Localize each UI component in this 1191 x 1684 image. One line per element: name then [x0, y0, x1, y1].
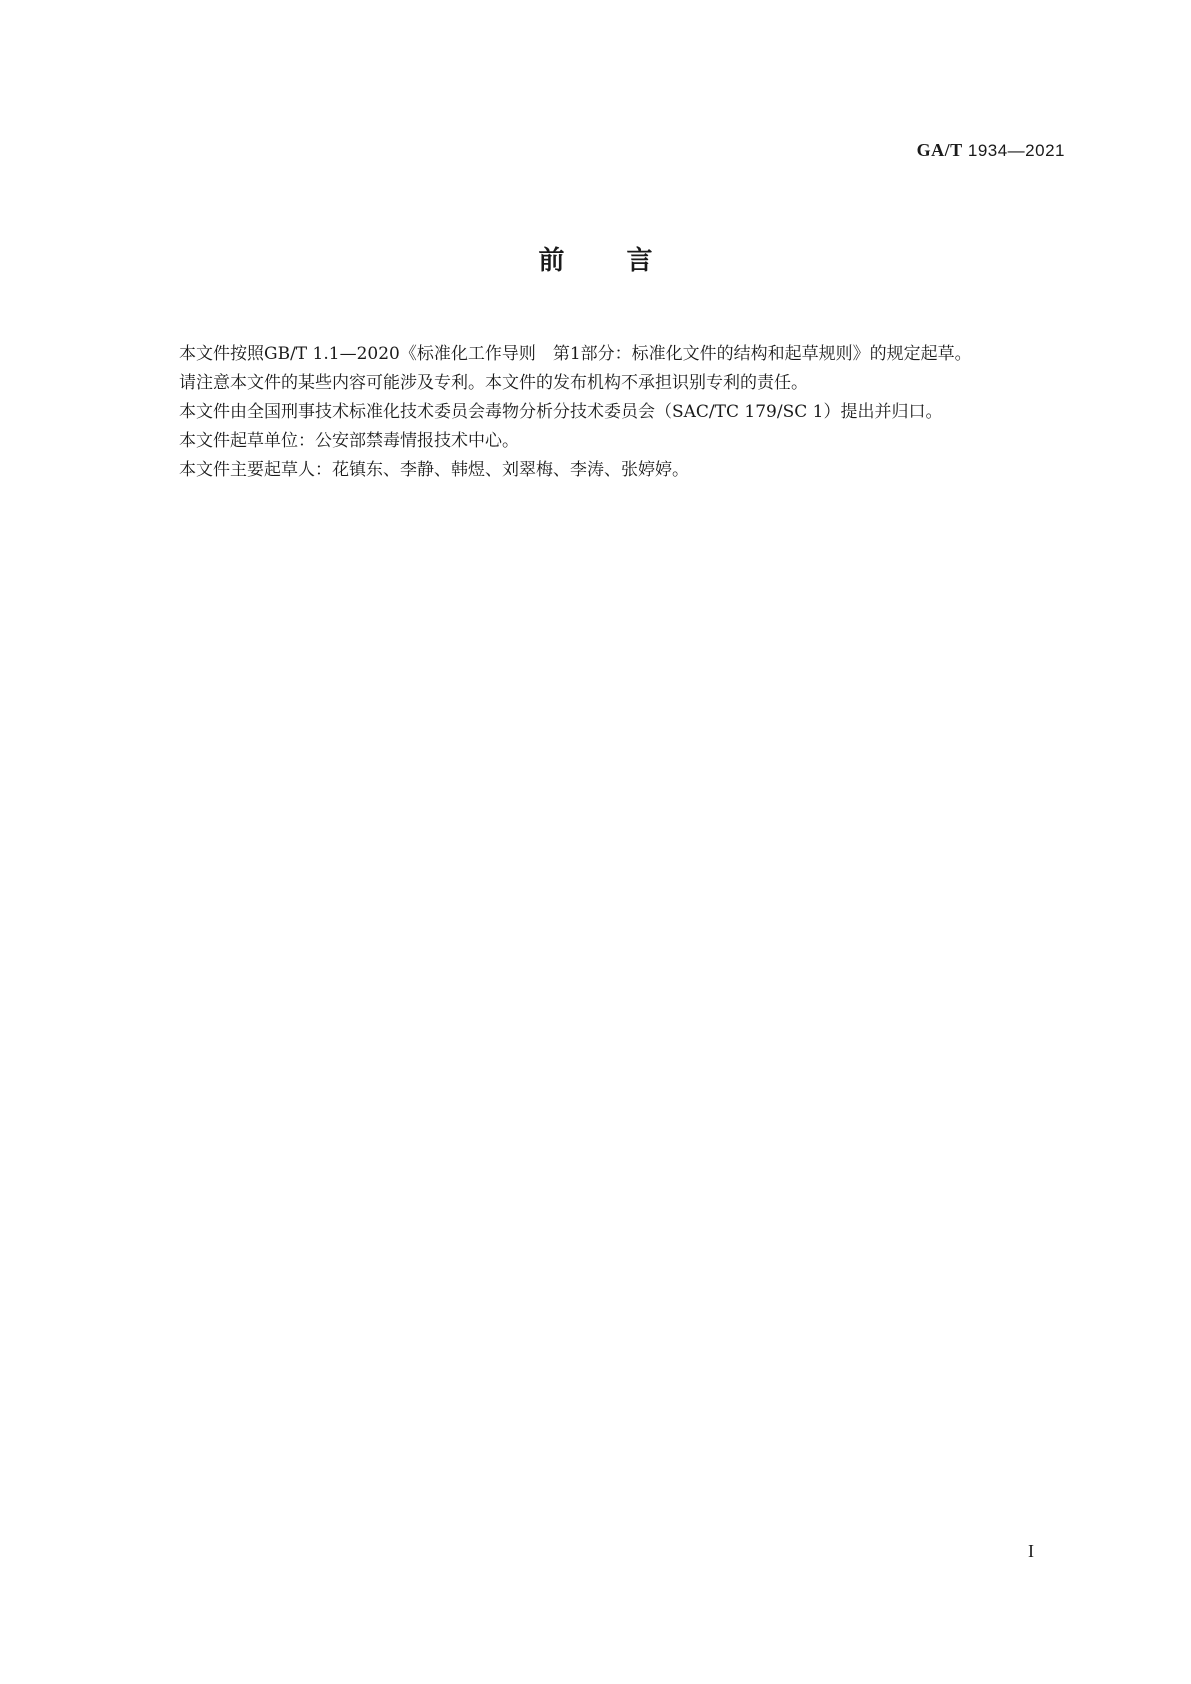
paragraph-patent-notice: 请注意本文件的某些内容可能涉及专利。本文件的发布机构不承担识别专利的责任。 — [179, 373, 808, 393]
paragraph-proposer: 本文件由全国刑事技术标准化技术委员会毒物分析分技术委员会（SAC/TC 179/SC 1）提出并归口。 — [179, 402, 943, 422]
page-title: 前言 — [538, 246, 715, 276]
document-code-number: 1934—2021 — [967, 141, 1065, 160]
paragraph-drafting-unit: 本文件起草单位：公安部禁毒情报技术中心。 — [179, 431, 519, 451]
page-number: I — [1028, 1541, 1034, 1561]
document-code — [917, 140, 1065, 161]
foreword-body — [145, 340, 1062, 485]
paragraph-drafting-rules: 本文件按照GB/T 1.1—2020《标准化工作导则 第1部分：标准化文件的结构和起草规则》的规定起草。 — [179, 344, 972, 364]
document-code-prefix: GA/T — [916, 140, 963, 160]
paragraph-drafters: 本文件主要起草人：花镇东、李静、韩煜、刘翠梅、李涛、张婷婷。 — [179, 460, 689, 480]
